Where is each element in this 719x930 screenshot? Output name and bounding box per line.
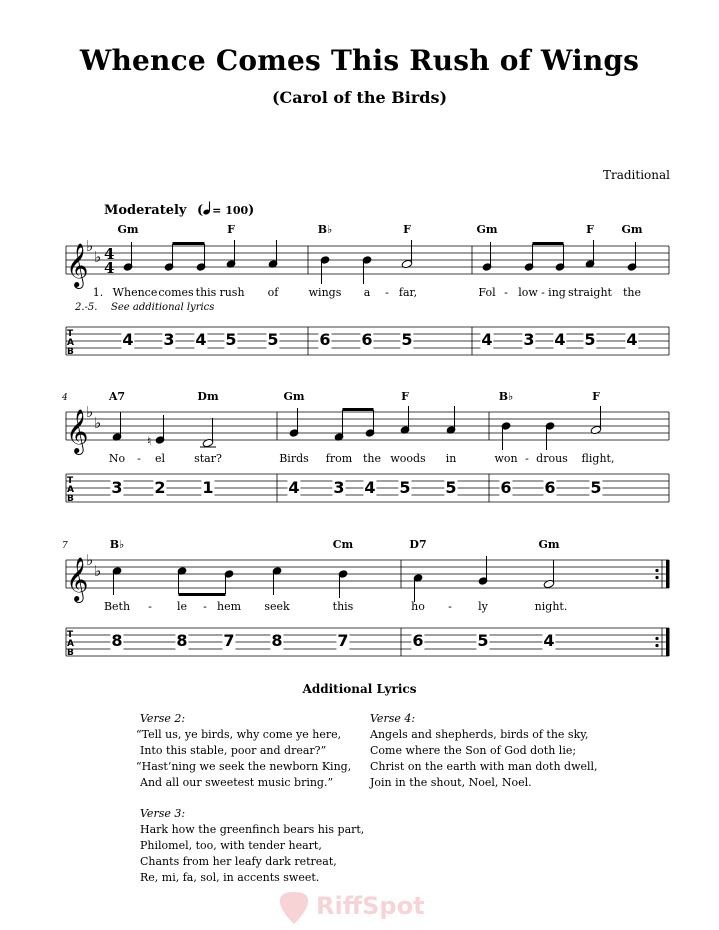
lyric-syllable: won [494,452,518,465]
lyric-syllable: No [108,452,126,465]
verse-line: Re, mi, fa, sol, in accents sweet. [140,871,320,884]
chord-symbol: Gm [117,223,139,236]
verse-label: Verse 4: [370,712,416,725]
lyric-syllable: low [518,286,538,299]
lyric-syllable: seek [264,600,290,613]
verse-line: Christ on the earth with man doth dwell, [370,760,598,773]
chord-symbol: B♭ [317,223,333,236]
chord-symbol: Gm [476,223,498,236]
chord-symbol: B♭ [109,538,125,551]
svg-text:T: T [67,329,74,339]
lyric-syllable: the [362,452,382,465]
chord-symbol: A7 [108,390,126,403]
tab-fret-number: 4 [195,330,207,349]
tempo-bracket-open: ( [197,203,204,218]
lyric-syllable: rush [219,286,245,299]
verse-line: Chants from her leafy dark retreat, [140,855,337,868]
tab-fret-number: 7 [223,631,235,650]
time-signature-icon [104,245,114,277]
svg-text:♭: ♭ [94,248,102,266]
verse-line: Come where the Son of God doth lie; [370,744,577,757]
lyric-syllable: woods [390,452,426,465]
lyric-hyphen: - [525,452,529,465]
chord-symbol: Gm [283,390,305,403]
verse-line: Hark how the greenfinch bears his part, [140,823,365,836]
verse-block [136,711,352,791]
tab-fret-number: 4 [481,330,493,349]
tab-staff-system-3 [66,628,669,656]
composer-credit: Traditional [602,168,670,182]
tab-fret-number: 4 [554,330,566,349]
tab-fret-number: 5 [584,330,596,349]
tab-fret-number: 8 [176,631,188,650]
chord-symbol: B♭ [498,390,514,403]
lyric-syllable: this [195,286,217,299]
tab-fret-number: 1 [202,478,214,497]
chord-symbol: F [227,223,235,236]
chord-symbol: F [586,223,594,236]
tab-fret-number: 5 [445,478,457,497]
lyric-syllable: wings [308,286,342,299]
final-barline [666,560,670,588]
verse-line: Into this stable, poor and drear?” [140,744,327,757]
tab-fret-number: 5 [399,478,411,497]
tab-fret-number: 4 [122,330,134,349]
lyric-syllable: ho [411,600,425,613]
guitar-pick-icon [276,890,312,926]
song-subtitle: (Carol of the Birds) [271,88,448,107]
lyric-syllable: from [325,452,353,465]
svg-text:A: A [67,338,74,348]
tab-fret-number: 4 [626,330,638,349]
lyric-syllable: ing [548,286,566,299]
lyric-syllable: in [445,452,457,465]
tab-fret-number: 3 [163,330,175,349]
notes-system-2 [112,406,602,450]
tab-clef-icon [67,329,74,658]
verse-label: Verse 3: [140,807,186,820]
tab-fret-number: 3 [333,478,345,497]
tab-fret-number: 5 [401,330,413,349]
tab-fret-number: 6 [361,330,373,349]
tab-fret-number: 3 [523,330,535,349]
lyric-syllable: the [622,286,642,299]
verse-line: “Hast’ning we seek the newborn King, [136,760,352,773]
svg-text:T: T [67,630,74,640]
lyric-syllable: night. [534,600,568,613]
tab-fret-number: 7 [337,631,349,650]
lyric-syllable: a [363,286,371,299]
tab-fret-number: 4 [288,478,300,497]
repeat-dot [655,637,658,640]
lyric-syllable: hem [216,600,242,613]
notes-system-3 [112,556,555,602]
svg-text:♭: ♭ [86,551,94,569]
chord-symbol: Gm [538,538,560,551]
svg-text:4: 4 [104,245,115,263]
chord-symbol: F [592,390,600,403]
tab-fret-number: 5 [477,631,489,650]
verse-line: Join in the shout, Noel, Noel. [370,776,532,789]
tab-fret-number: 8 [271,631,283,650]
svg-text:4: 4 [104,259,115,277]
chord-symbol: F [401,390,409,403]
tempo-text: Moderately [104,203,187,218]
tab-fret-number: 8 [111,631,123,650]
chord-symbol: Gm [621,223,643,236]
svg-text:B: B [67,648,74,658]
lyric-hyphen: - [137,452,141,465]
svg-text:B: B [67,347,74,357]
svg-text:♮: ♮ [147,434,152,448]
verse-line: Philomel, too, with tender heart, [140,839,322,852]
staff-system-3 [66,560,669,588]
svg-text:♭: ♭ [94,562,102,580]
lyric-syllable: Whence [112,286,158,299]
tempo-bracket-close: ) [248,203,255,218]
lyric-hyphen: - [541,286,545,299]
tab-fret-number: 5 [267,330,279,349]
treble-clef-icon: 𝄞 [66,557,89,601]
verse-number: 2.-5. [75,302,98,313]
lyric-syllable: Fol [478,286,496,299]
lyric-syllable: le [176,600,188,613]
measure-number: 4 [62,393,68,403]
notes-system-1 [123,240,637,284]
additional-lyrics-note: See additional lyrics [111,302,215,313]
tab-fret-number: 5 [590,478,602,497]
verse-block [140,806,364,886]
tempo-value: = 100 [212,204,249,217]
lyric-syllable: comes [158,286,194,299]
treble-clef-icon: 𝄞 [66,409,89,453]
tab-fret-number: 6 [500,478,512,497]
chord-symbol: Dm [197,390,219,403]
final-barline [666,628,670,656]
verse-label: Verse 2: [140,712,186,725]
lyric-hyphen: - [385,286,389,299]
tab-fret-number: 3 [111,478,123,497]
lyric-hyphen: - [448,600,452,613]
tab-fret-number: 4 [543,631,555,650]
lyric-syllable: straight [568,286,612,299]
lyric-syllable: far, [398,286,418,299]
tab-fret-number: 4 [364,478,376,497]
svg-text:T: T [67,476,74,486]
lyric-hyphen: - [148,600,152,613]
verse-line: And all our sweetest music bring.” [140,776,334,789]
song-title: Whence Comes This Rush of Wings [79,44,640,77]
svg-text:A: A [67,639,74,649]
verse-line: Angels and shepherds, birds of the sky, [370,728,589,741]
chord-symbol: D7 [409,538,427,551]
verse-line: “Tell us, ye birds, why come ye here, [136,728,342,741]
tab-fret-number: 5 [225,330,237,349]
lyric-syllable: Beth [103,600,131,613]
measure-number: 7 [62,541,68,551]
svg-text:♭: ♭ [86,403,94,421]
chord-symbol: F [403,223,411,236]
lyric-syllable: el [154,452,166,465]
lyric-syllable: flight, [581,452,615,465]
additional-lyrics-heading: Additional Lyrics [302,682,417,696]
lyric-syllable: drous [536,452,568,465]
lyric-syllable: Birds [279,452,309,465]
riffspot-watermark [272,888,452,928]
lyric-syllable: this [332,600,354,613]
lyric-hyphen: - [203,600,207,613]
watermark-text: RiffSpot [316,892,425,920]
svg-text:♭: ♭ [94,414,102,432]
svg-text:♭: ♭ [86,237,94,255]
tab-fret-number: 6 [544,478,556,497]
verse-block [370,711,598,791]
lyric-syllable: star? [194,452,222,465]
lyric-syllable: of [267,286,279,299]
tab-fret-number: 6 [412,631,424,650]
treble-clef-icon: 𝄞 [66,243,89,287]
repeat-dot [655,644,658,647]
repeat-dot [655,569,658,572]
verse-number: 1. [92,286,104,299]
chord-symbol: Cm [332,538,354,551]
lyric-syllable: ly [478,600,488,613]
tab-fret-number: 2 [154,478,166,497]
lyric-hyphen: - [504,286,508,299]
repeat-dot [655,576,658,579]
svg-text:A: A [67,485,74,495]
svg-text:B: B [67,494,74,504]
tab-fret-number: 6 [319,330,331,349]
